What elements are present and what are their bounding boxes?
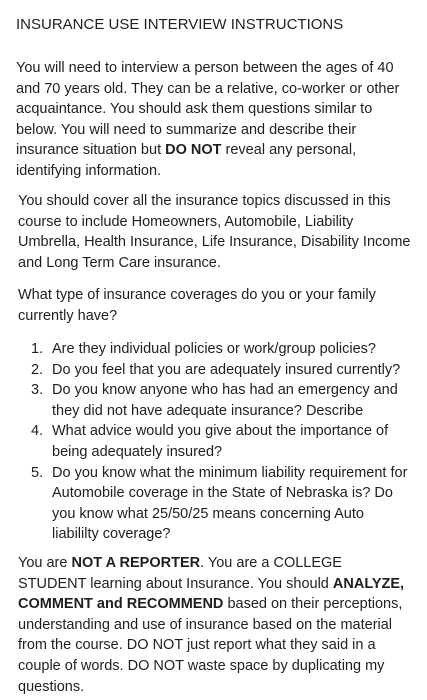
topics-paragraph: You should cover all the insurance topics discussed in this course to include Homeowners, Automobile, Liability Umbrella, Health Insurance, Life Insurance, Disability Income and Long Term Care insurance.: [18, 193, 411, 271]
intro-text-2: reveal any personal, identifying information.: [16, 142, 357, 179]
question-lead: What type of insurance coverages do you or your family currently have?: [18, 287, 376, 324]
intro-text-1: You will need to interview a person between the ages of 40 and 70 years old. They can be a relative, co-worker or other acquaintance. You should ask them questions similar to below. You will need to summarize and describe their insurance situation but: [16, 60, 400, 159]
document-title: INSURANCE USE INTERVIEW INSTRUCTIONS: [16, 16, 344, 33]
intro-emphasis: DO NOT: [165, 142, 222, 159]
list-item: [16, 421, 412, 462]
closing-emphasis-1: NOT A REPORTER: [71, 555, 201, 571]
intro-paragraph: [16, 58, 412, 182]
question-text: What advice would you give about the importance of being adequately insured?: [52, 423, 389, 460]
question-number: 1.: [31, 341, 44, 357]
question-number: 4.: [31, 423, 44, 440]
closing-text-1: You are: [18, 555, 72, 571]
list-item: [16, 463, 412, 545]
list-item: [16, 380, 412, 421]
list-item: [16, 360, 412, 381]
closing-text-3: based on their perceptions, understanding and use of insurance based on the material from the course. DO NOT just report what they said in a couple of words. DO NOT waste space by duplicating my questions.: [18, 596, 403, 695]
question-number: 5.: [31, 464, 44, 481]
question-text: Do you know what the minimum liability requirement for Automobile coverage in the State of Nebraska is? Do you know what 25/50/25 means concerning Auto liabililty coverage?: [52, 464, 408, 543]
list-item: [16, 339, 412, 360]
question-text: Are they individual policies or work/group policies?: [52, 341, 376, 357]
question-number: 3.: [31, 382, 44, 399]
closing-emphasis-2: ANALYZE, COMMENT and RECOMMEND: [18, 575, 405, 613]
question-text: Do you feel that you are adequately insured currently?: [52, 361, 401, 378]
question-text: Do you know anyone who has had an emergency and they did not have adequate insurance? Describe: [52, 382, 398, 419]
question-number: 2.: [31, 361, 44, 378]
question-list: [16, 339, 412, 545]
closing-text-2: . You are a COLLEGE STUDENT learning about Insurance. You should: [18, 555, 342, 592]
closing-paragraph: [18, 553, 412, 697]
